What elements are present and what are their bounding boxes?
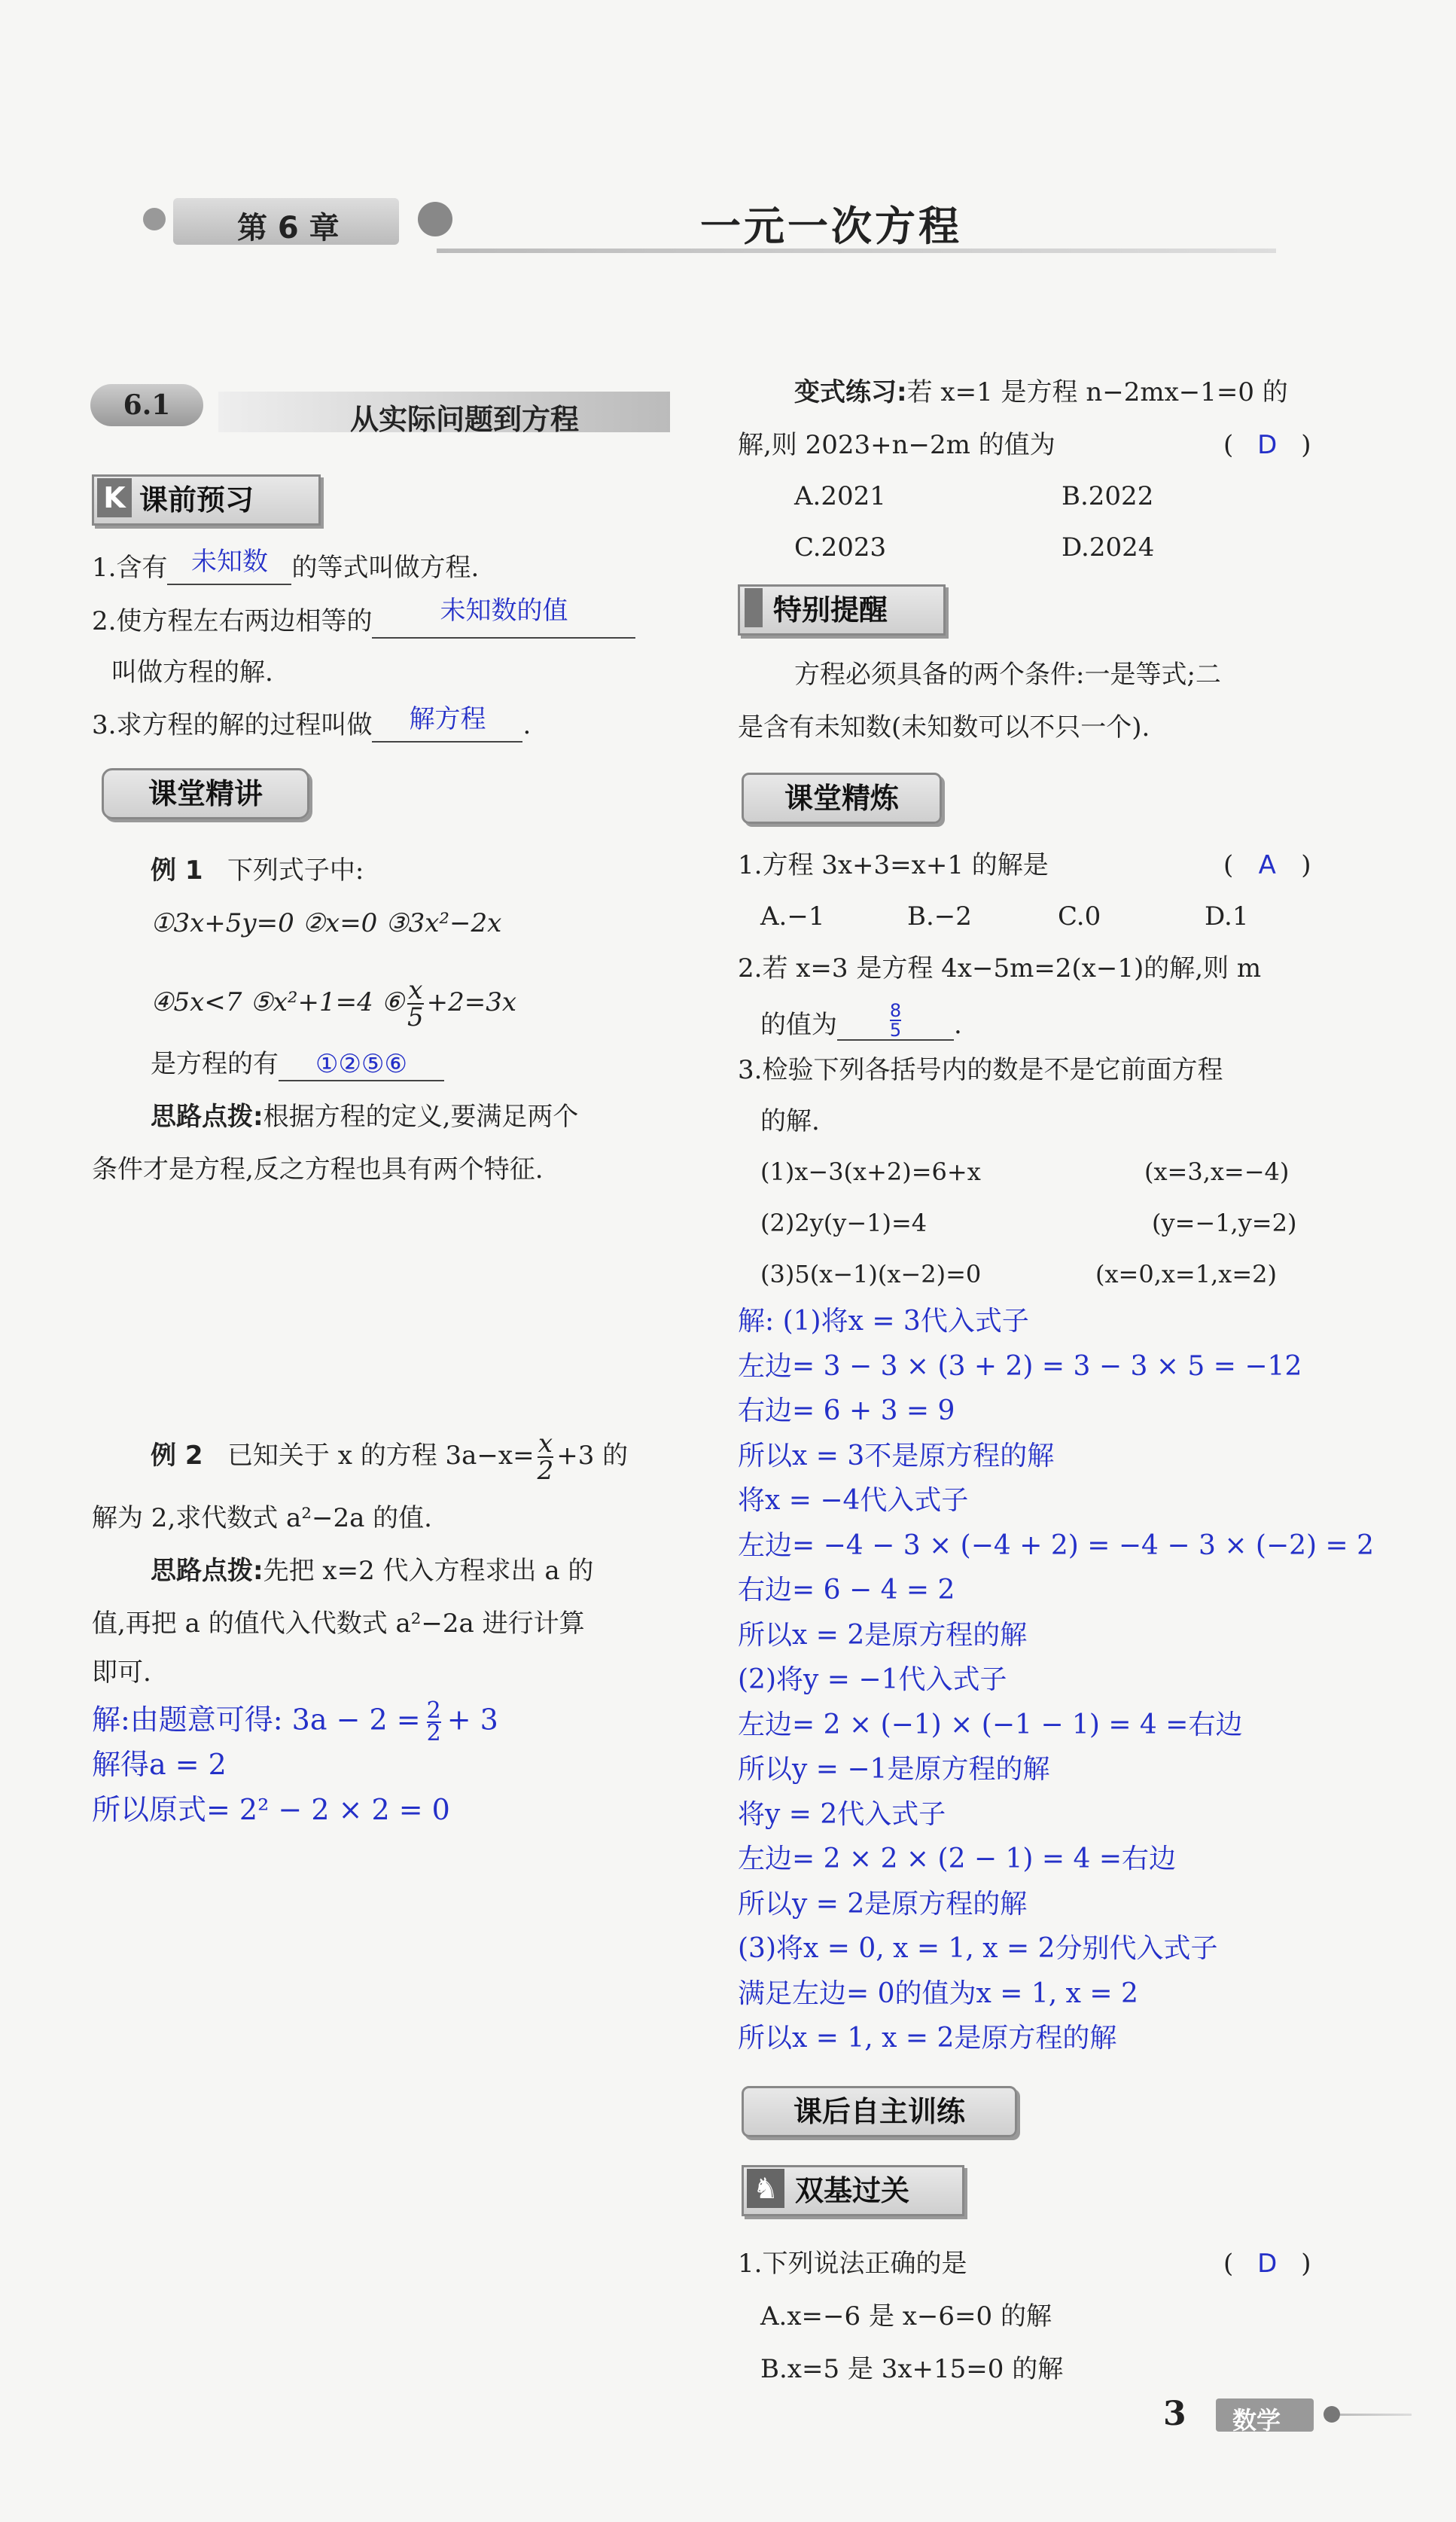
solution-line: 所以y = −1是原方程的解 xyxy=(738,1754,1050,1785)
section-number-badge xyxy=(90,384,203,426)
hint2: 思路点拨:先把 x=2 代入方程求出 a 的 xyxy=(151,1556,594,1586)
practice-heading: 课堂精炼 xyxy=(742,773,942,824)
chapter-label-box xyxy=(173,198,399,245)
footer-decoration-dot xyxy=(1323,2406,1340,2423)
example1-row2: ④5x<7 ⑤x²+1=4 ⑥ $\frac{x}{5}$ +2=3x xyxy=(151,975,517,1032)
after-q1-answer: D xyxy=(1257,2249,1278,2279)
subject-badge: 数学 xyxy=(1216,2398,1314,2432)
example2-cont: 解为 2,求代数式 a²−2a 的值. xyxy=(92,1503,432,1533)
variant-option-a: A.2021 xyxy=(794,481,886,511)
solution-line: 所以x = 3不是原方程的解 xyxy=(738,1440,1055,1471)
lecture-heading: 课堂精讲 xyxy=(102,768,309,819)
page-number: 3 xyxy=(1163,2395,1186,2433)
practice-q3-solution xyxy=(738,1299,1374,2061)
preview-q2-cont: 叫做方程的解. xyxy=(111,657,273,688)
after-q1-option-b: B.x=5 是 3x+15=0 的解 xyxy=(760,2354,1064,2384)
solution-line: 将x = −4代入式子 xyxy=(738,1485,969,1516)
solution-line: 将y = 2代入式子 xyxy=(738,1798,946,1830)
practice-q2: 2.若 x=3 是方程 4x−5m=2(x−1)的解,则 m xyxy=(738,953,1262,983)
tip-text-cont: 是含有未知数(未知数可以不只一个). xyxy=(738,712,1150,743)
chapter-title: 一元一次方程 xyxy=(700,203,962,250)
hint2-cont: 值,再把 a 的值代入代数式 a²−2a 进行计算 xyxy=(92,1609,585,1639)
solution-line: 左边= −4 − 3 × (−4 + 2) = −4 − 3 × (−2) = 2 xyxy=(738,1529,1375,1561)
preview-q2: 2.使方程左右两边相等的 未知数的值 xyxy=(92,605,635,639)
chapter-decoration-dot-right xyxy=(418,202,452,236)
section-number: 6.1 xyxy=(123,389,171,421)
hint1: 思路点拨:根据方程的定义,要满足两个 xyxy=(151,1102,579,1132)
after-q1: 1.下列说法正确的是 xyxy=(738,2249,967,2279)
practice-q2-cont: 的值为 $\frac{8}{5}$ . xyxy=(760,1000,962,1041)
solution-line: 右边= 6 − 4 = 2 xyxy=(738,1575,955,1606)
example1: 例 1 下列式子中: xyxy=(151,855,364,886)
solution-line: (2)将y = −1代入式子 xyxy=(738,1664,1007,1695)
hint2-cont2: 即可. xyxy=(92,1657,151,1688)
practice-q3-cont: 的解. xyxy=(760,1106,820,1136)
tip-heading: 特别提醒 xyxy=(738,584,946,636)
practice-q1: 1.方程 3x+3=x+1 的解是 xyxy=(738,850,1049,880)
deer-icon: ♞ xyxy=(747,2169,784,2208)
practice-q3-item1-eq: (1)x−3(x+2)=6+x xyxy=(760,1157,981,1186)
practice-q3-item2-eq: (2)2y(y−1)=4 xyxy=(760,1209,928,1237)
bookmark-icon xyxy=(745,588,763,627)
practice-q1-paren: ( A ) xyxy=(1223,850,1311,880)
variant-answer-paren: ( D ) xyxy=(1223,430,1311,460)
solution-line: 所以x = 1, x = 2是原方程的解 xyxy=(738,2023,1117,2054)
preview-q3: 3.求方程的解的过程叫做 解方程 . xyxy=(92,709,531,743)
page-footer xyxy=(1159,2391,1415,2436)
solution-line: 所以y = 2是原方程的解 xyxy=(738,1888,1028,1920)
after-q1-paren: ( D ) xyxy=(1223,2249,1311,2279)
example2-solution-line2: 解得a = 2 xyxy=(92,1748,227,1781)
solution-line: 左边= 3 − 3 × (3 + 2) = 3 − 3 × 5 = −12 xyxy=(738,1350,1302,1382)
example2: 例 2 已知关于 x 的方程 3a−x= $\frac{x}{2}$ +3 的 xyxy=(151,1429,629,1486)
practice-q1-option-a: A.−1 xyxy=(760,901,825,932)
practice-q1-option-d: D.1 xyxy=(1205,901,1249,932)
variant-practice: 变式练习:若 x=1 是方程 n−2mx−1=0 的 xyxy=(794,377,1288,407)
practice-q3-item2-vals: (y=−1,y=2) xyxy=(1152,1209,1297,1237)
section-title: 从实际问题到方程 xyxy=(350,403,580,436)
preview-q1-answer: 未知数 xyxy=(190,547,268,577)
example2-solution-line3: 所以原式= 2² − 2 × 2 = 0 xyxy=(92,1793,450,1826)
solution-line: 满足左边= 0的值为x = 1, x = 2 xyxy=(738,1978,1138,2009)
variant-answer: D xyxy=(1257,430,1278,460)
practice-q2-answer-num: 8 xyxy=(889,1000,902,1021)
chapter-decoration-dot xyxy=(143,208,166,230)
solution-line: 右边= 6 + 3 = 9 xyxy=(738,1395,955,1426)
footer-rule xyxy=(1340,2414,1412,2416)
k-icon: K xyxy=(97,478,132,517)
variant-option-c: C.2023 xyxy=(794,532,887,563)
preview-heading: K 课前预习 xyxy=(92,474,321,526)
practice-q1-answer: A xyxy=(1258,850,1276,880)
after-q1-option-a: A.x=−6 是 x−6=0 的解 xyxy=(760,2301,1052,2331)
after-class-heading: 课后自主训练 xyxy=(742,2086,1017,2137)
chapter-label: 第 6 章 xyxy=(237,211,340,245)
practice-q3-item1-vals: (x=3,x=−4) xyxy=(1144,1157,1290,1186)
practice-q3-item3-vals: (x=0,x=1,x=2) xyxy=(1095,1260,1277,1288)
section-header xyxy=(90,384,678,437)
practice-q2-answer-den: 5 xyxy=(889,1020,902,1041)
solution-line: 解: (1)将x = 3代入式子 xyxy=(738,1306,1029,1337)
solution-line: 左边= 2 × 2 × (2 − 1) = 4 =右边 xyxy=(738,1843,1177,1874)
tip-text: 方程必须具备的两个条件:一是等式;二 xyxy=(794,660,1221,690)
hint1-cont: 条件才是方程,反之方程也具有两个特征. xyxy=(92,1154,544,1185)
example1-answer-text: ①②⑤⑥ xyxy=(315,1049,407,1079)
practice-q1-option-c: C.0 xyxy=(1058,901,1101,932)
preview-q3-answer: 解方程 xyxy=(409,704,486,734)
solution-line: (3)将x = 0, x = 1, x = 2分别代入式子 xyxy=(738,1933,1218,1964)
practice-q1-option-b: B.−2 xyxy=(907,901,972,932)
variant-practice-cont: 解,则 2023+n−2m 的值为 xyxy=(738,430,1055,460)
solution-line: 所以x = 2是原方程的解 xyxy=(738,1619,1028,1651)
example1-row1: ①3x+5y=0 ②x=0 ③3x²−2x xyxy=(151,908,502,938)
basics-heading: ♞ 双基过关 xyxy=(742,2165,964,2216)
chapter-header xyxy=(143,194,1280,262)
practice-q3-item3-eq: (3)5(x−1)(x−2)=0 xyxy=(760,1260,982,1288)
variant-option-d: D.2024 xyxy=(1062,532,1155,563)
example2-solution-line1: 解:由题意可得: 3a − 2 = $\frac{2}{2}$ + 3 xyxy=(92,1697,498,1746)
section-title-box xyxy=(218,392,670,436)
example1-answer: 是方程的有 ①②⑤⑥ xyxy=(151,1048,444,1081)
preview-q1: 1.含有 未知数 的等式叫做方程. xyxy=(92,552,479,585)
variant-option-b: B.2022 xyxy=(1062,481,1154,511)
practice-q3: 3.检验下列各括号内的数是不是它前面方程 xyxy=(738,1055,1223,1085)
solution-line: 左边= 2 × (−1) × (−1 − 1) = 4 =右边 xyxy=(738,1709,1243,1740)
preview-q2-answer: 未知数的值 xyxy=(440,596,568,626)
